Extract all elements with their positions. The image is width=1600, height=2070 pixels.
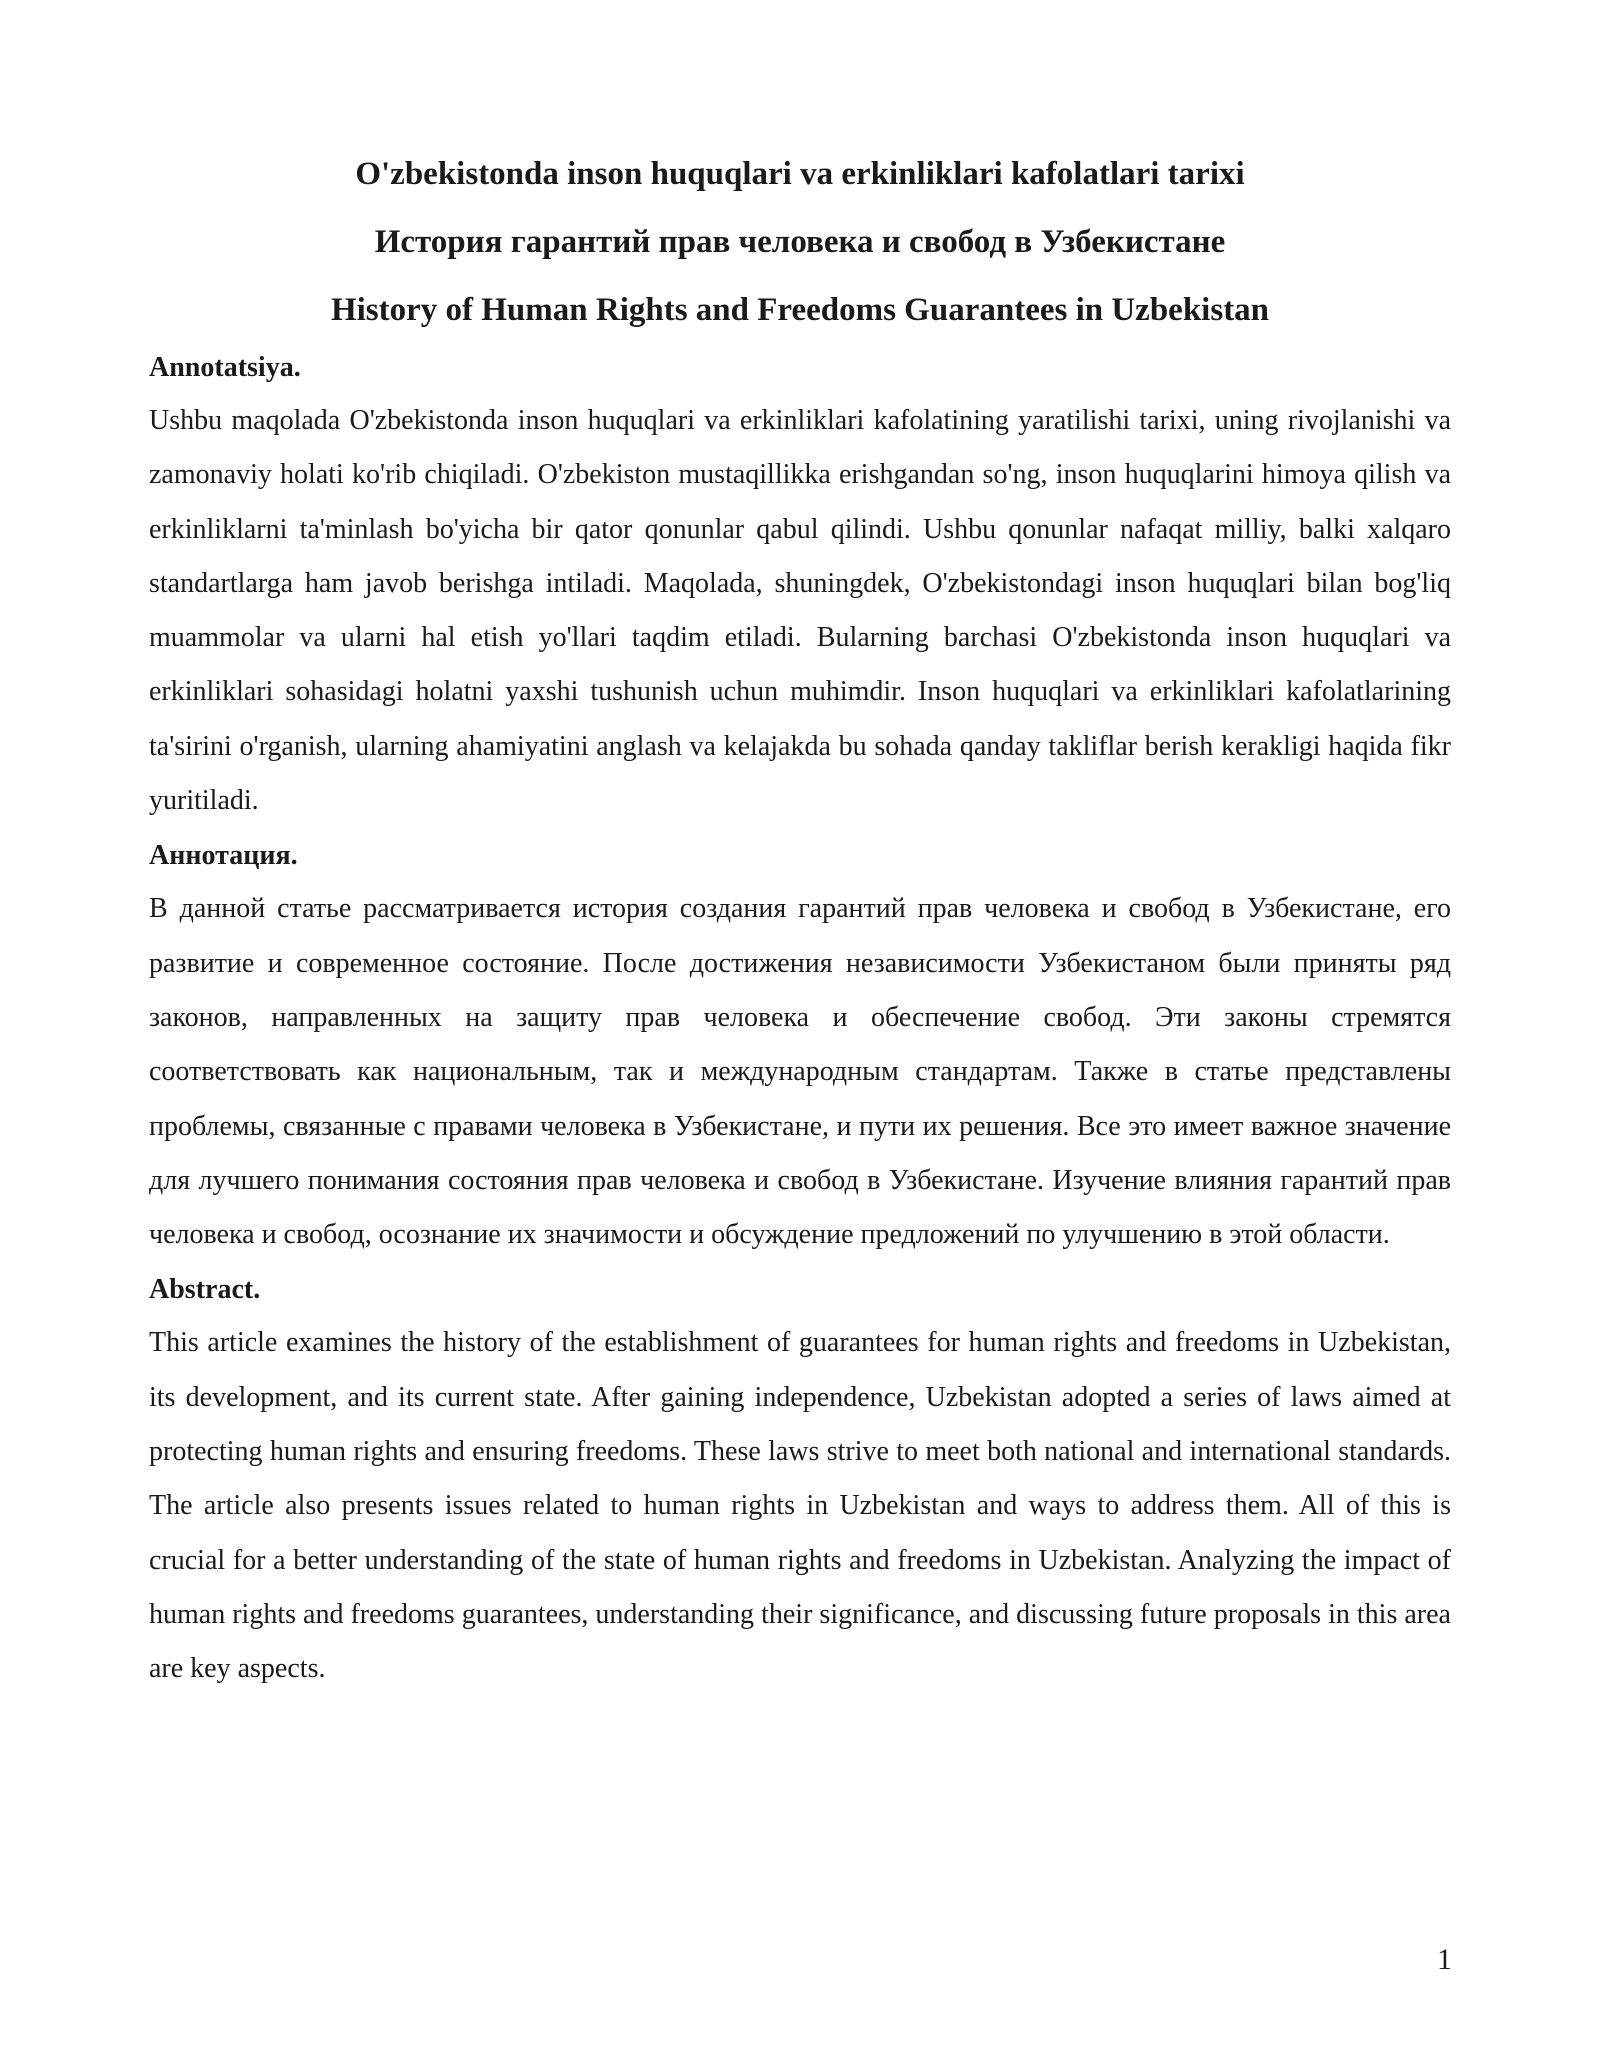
abstract-english-text: This article examines the history of the establishment of guarantees for human rights and freedoms in Uzbekistan, its development, and its current state. After gaining independence, Uzbekistan adopted a series of laws aimed at protecting human rights and ensuring freedoms. These laws strive to meet both national and international standards. The article also presents issues related to human rights in Uzbekistan and ways to address them. All of this is crucial for a better understanding of the state of human rights and freedoms in Uzbekistan. Analyzing the impact of human rights and freedoms guarantees, understanding their significance, and discussing future proposals in this area are key aspects. [149, 1327, 1451, 1685]
abstract-russian-text: В данной статье рассматривается история создания гарантий прав человека и свобод в Узбекистане, его развитие и современное состояние. После достижения независимости Узбекистаном были приняты ряд законов, направленных на защиту прав человека и обеспечение свобод. Эти законы стремятся соответствовать как национальным, так и международным стандартам. Также в статье представлены проблемы, связанные с правами человека в Узбекистане, и пути их решения. Все это имеет важное значение для лучшего понимания состояния прав человека и свобод в Узбекистане. Изучение влияния гарантий прав человека и свобод, осознание их значимости и обсуждение предложений по улучшению в этой области. [149, 893, 1451, 1251]
abstract-russian-heading: Аннотация. [149, 840, 298, 872]
title-english: History of Human Rights and Freedoms Guarantees in Uzbekistan [330, 292, 1270, 328]
abstract-english-heading: Abstract. [149, 1274, 261, 1306]
title-uzbek: O'zbekistonda inson huquqlari va erkinliklari kafolatlari tarixi [355, 156, 1245, 192]
abstract-russian [149, 836, 1451, 1262]
abstract-uzbek-text: Ushbu maqolada O'zbekistonda inson huquqlari va erkinliklari kafolatining yaratilishi tarixi, uning rivojlanishi va zamonaviy holati ko'rib chiqiladi. O'zbekiston mustaqillikka erishgandan so'ng, inson huquqlarini himoya qilish va erkinliklarni ta'minlash bo'yicha bir qator qonunlar qabul qilindi. Ushbu qonunlar nafaqat milliy, balki xalqaro standartlarga ham javob berishga intiladi. Maqolada, shuningdek, O'zbekistondagi inson huquqlari bilan bog'liq muammolar va ularni hal etish yo'llari taqdim etiladi. Bularning barchasi O'zbekistonda inson huquqlari va erkinliklari sohasidagi holatni yaxshi tushunish uchun muhimdir. Inson huquqlari va erkinliklari kafolatlarining ta'sirini o'rganish, ularning ahamiyatini anglash va kelajakda bu sohada qanday takliflar berish kerakligi haqida fikr yuritiladi. [149, 405, 1451, 817]
page-number: 1 [1437, 1943, 1452, 1976]
abstract-uzbek [149, 348, 1451, 828]
page [149, 140, 1451, 1705]
abstract-english [149, 1270, 1451, 1696]
title-russian: История гарантий прав человека и свобод в Узбекистане [374, 224, 1226, 260]
abstract-uzbek-heading: Annotatsiya. [149, 352, 301, 383]
